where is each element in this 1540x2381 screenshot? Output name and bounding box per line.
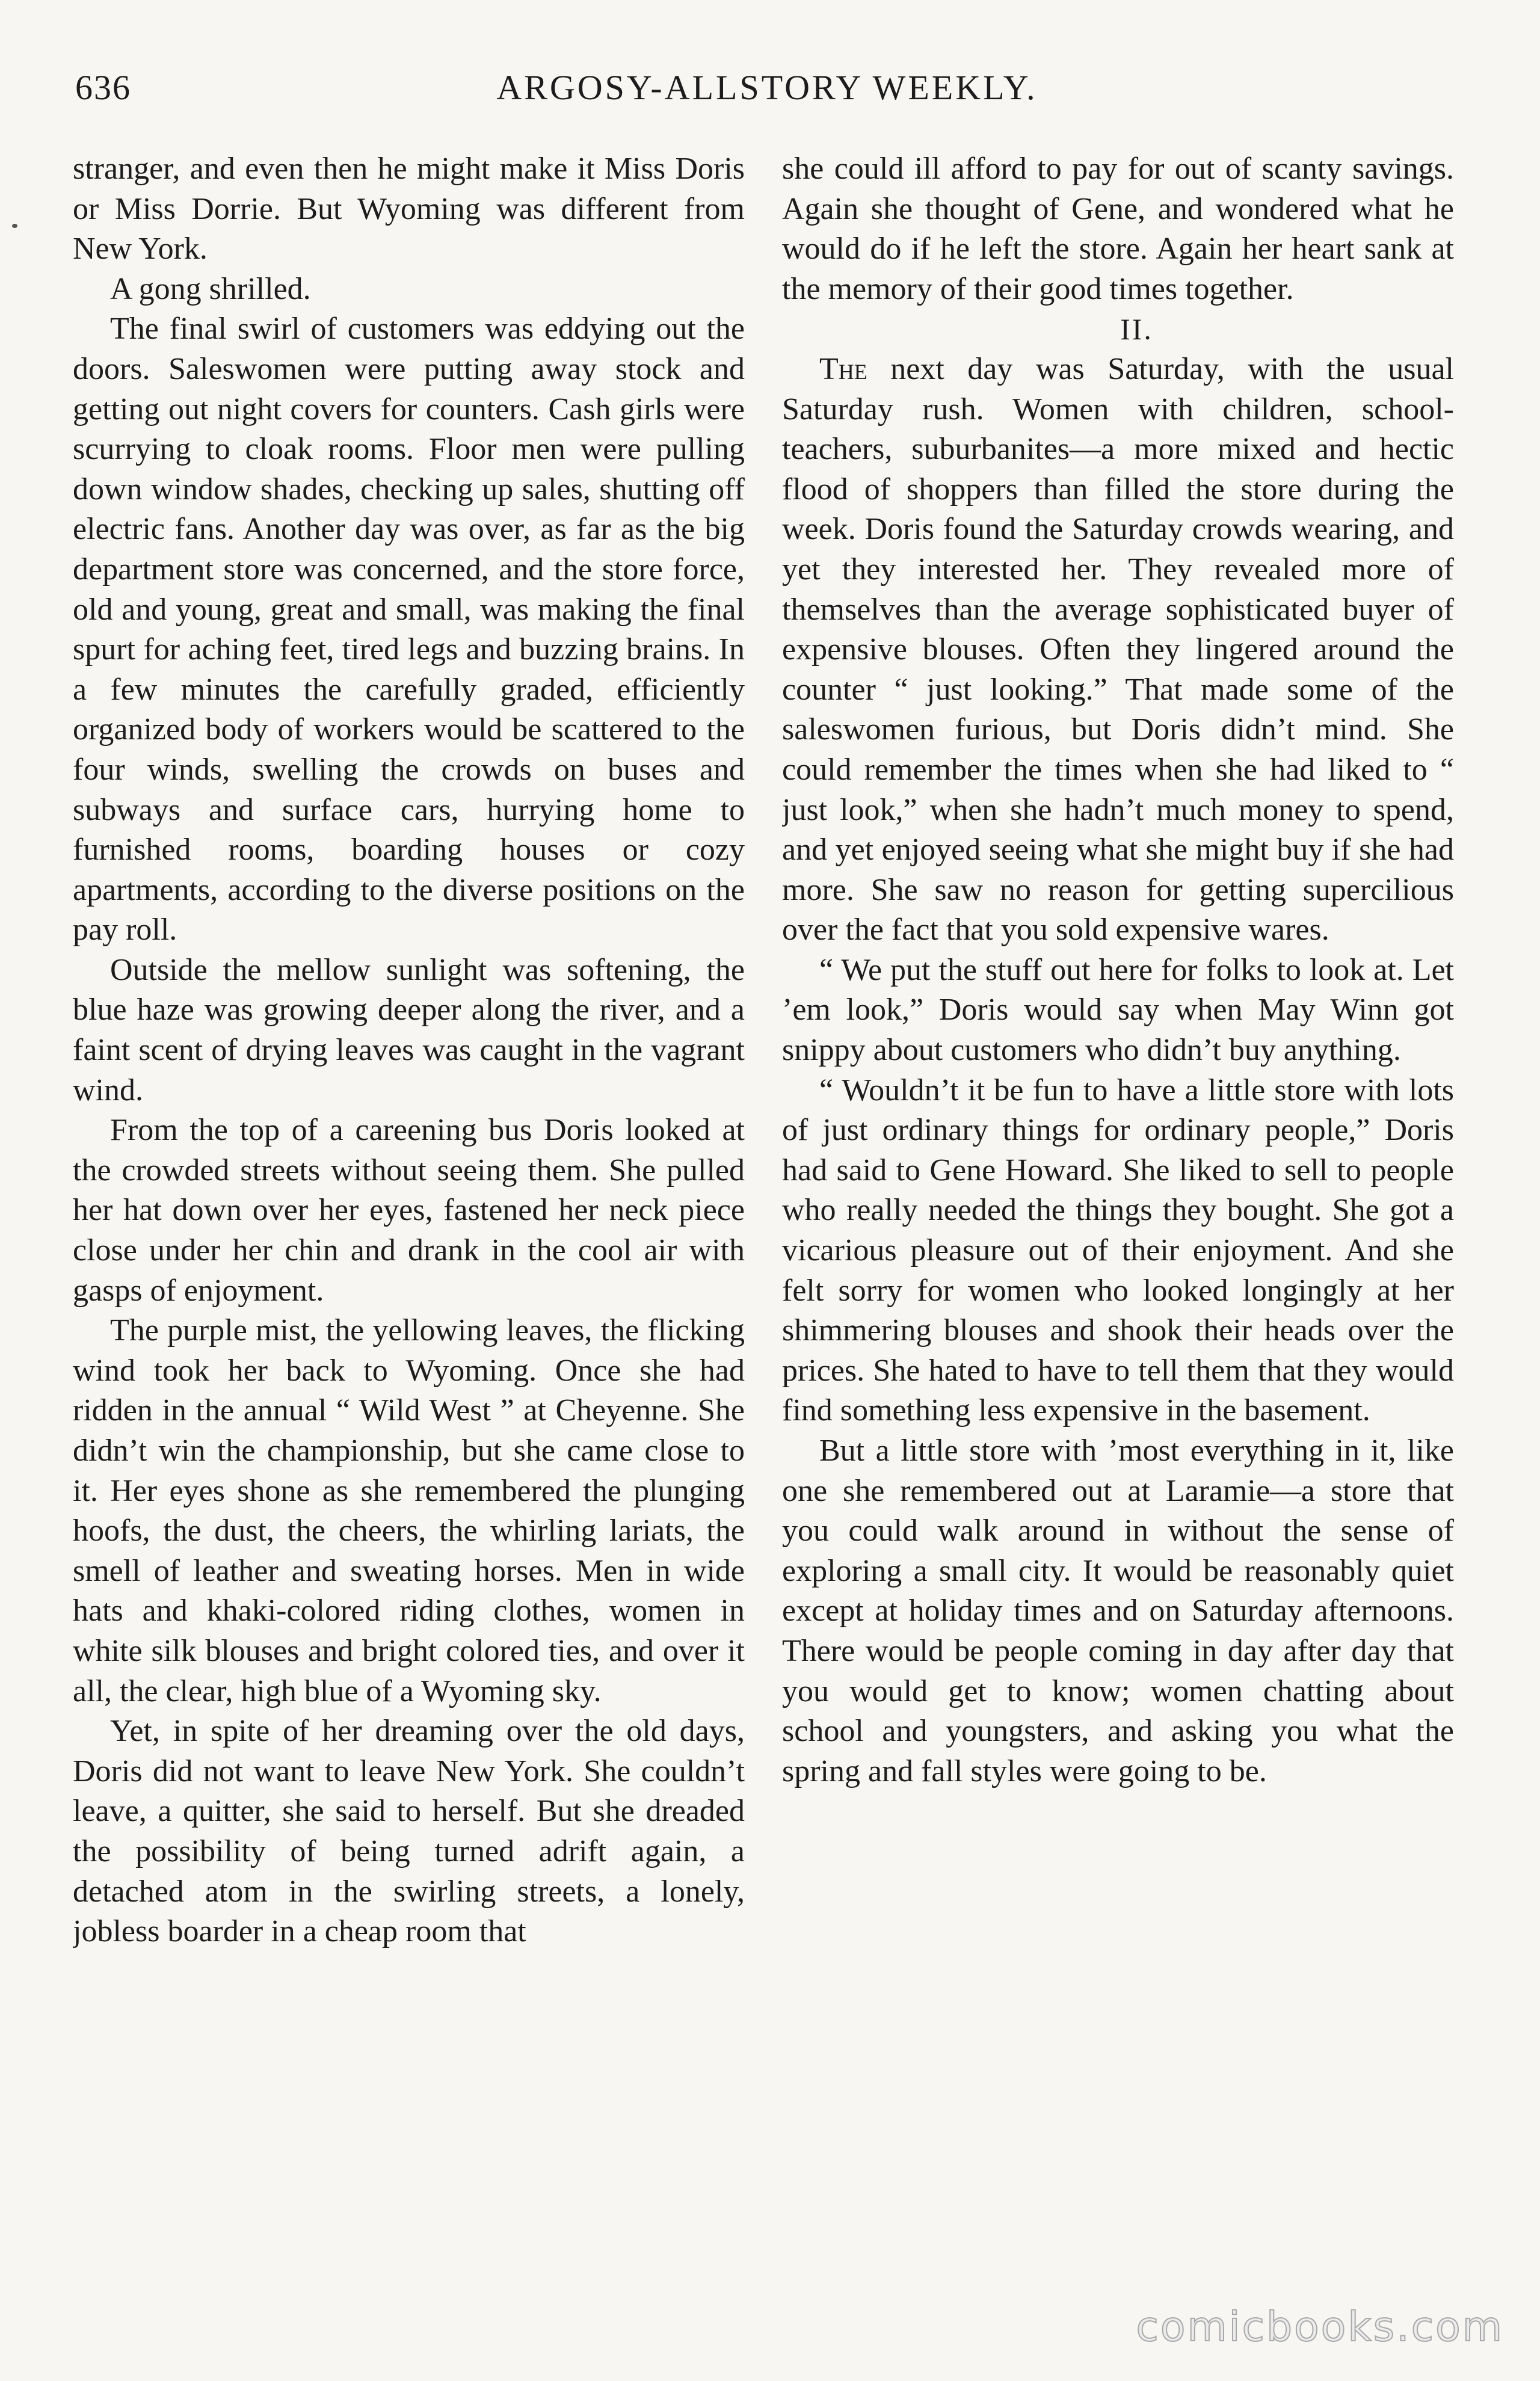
- running-title: ARGOSY-ALLSTORY WEEKLY.: [496, 68, 1038, 107]
- section-first-paragraph: [782, 350, 1454, 950]
- page-number: 636: [75, 68, 131, 107]
- section-heading: II.: [1120, 312, 1153, 347]
- page-header: [75, 67, 1459, 122]
- paragraph-continuation: she could ill afford to pay for out of scanty savings. Again she thought of Gene, and wondered what he would do if he left the store. Again her heart sank at the memory of their good times together.: [782, 152, 1454, 306]
- right-column: [782, 149, 1454, 2291]
- paragraph: The purple mist, the yellowing leaves, the flicking wind took her back to Wyoming. Once she had ridden in the annual “ Wild West ” at Cheyenne. She didn’t win the championship, but she came close to it. Her eyes shone as she remembered the plunging hoofs, the dust, the cheers, the whirling lariats, the smell of leather and sweating horses. Men in wide hats and khaki-colored riding clothes, women in white silk blouses and bright colored ties, and over it all, the clear, high blue of a Wyoming sky.: [73, 1313, 745, 1708]
- section-first-paragraph-text: next day was Saturday, with the usual Saturday rush. Women with children, school-teachers, suburbanites—a more mixed and hectic flood of shoppers than filled the store during the week. Doris found the Saturday crowds wearing, and yet they interested her. They revealed more of themselves than the average sophisticated buyer of expensive blouses. Often they lingered around the counter “ just looking.” That made some of the saleswomen furious, but Doris didn’t mind. She could remember the times when she had liked to “ just look,” when she hadn’t much money to spend, and yet enjoyed seeing what she might buy if she had more. She saw no reason for getting supercilious over the fact that you sold expensive wares.: [782, 351, 1454, 947]
- paragraph: The final swirl of customers was eddying out the doors. Saleswomen were putting away stock and getting out night covers for counters. Cash girls were scurrying to cloak rooms. Floor men were pulling down window shades, checking up sales, shutting off electric fans. Another day was over, as far as the big department store was concerned, and the store force, old and young, great and small, was making the final spurt for aching feet, tired legs and buzzing brains. In a few minutes the carefully graded, efficiently organized body of workers would be scattered to the four winds, swelling the crowds on buses and subways and surface cars, hurrying home to furnished rooms, boarding houses or cozy apartments, according to the diverse positions on the pay roll.: [73, 312, 745, 947]
- left-column: [73, 149, 745, 2291]
- print-speck: [12, 224, 17, 228]
- paragraph: Yet, in spite of her dreaming over the old days, Doris did not want to leave New York. She couldn’t leave, a quitter, she said to herself. But she dreaded the possibility of being turned adrift again, a detached atom in the swirling streets, a lonely, jobless boarder in a cheap room that: [73, 1714, 745, 1949]
- paragraph: “ We put the stuff out here for folks to look at. Let ’em look,” Doris would say when May Winn got snippy about customers who didn’t buy anything.: [782, 952, 1454, 1068]
- watermark: comicbooks.com: [1136, 2303, 1504, 2351]
- paragraph: Outside the mellow sunlight was softening, the blue haze was growing deeper along the river, and a faint scent of drying leaves was caught in the vagrant wind.: [73, 952, 745, 1107]
- paragraph: A gong shrilled.: [110, 271, 311, 306]
- section-lead-word: The: [819, 351, 867, 386]
- paragraph: stranger, and even then he might make it Miss Doris or Miss Dorrie. But Wyoming was different from New York.: [73, 152, 745, 266]
- paragraph: But a little store with ’most everything in it, like one she remembered out at Laramie—a store that you could walk around in without the sense of exploring a small city. It would be reasonably quiet except at holiday times and on Saturday afternoons. There would be people coming in day after day that you would get to know; women chatting about school and youngsters, and asking you what the spring and fall styles were going to be.: [782, 1434, 1454, 1788]
- paragraph: “ Wouldn’t it be fun to have a little store with lots of just ordinary things for ordinary people,” Doris had said to Gene Howard. She liked to sell to people who really needed the things they bought. She got a vicarious pleasure out of their enjoyment. And she felt sorry for women who looked longingly at her shimmering blouses and shook their heads over the prices. She hated to have to tell them that they would find something less expensive in the basement.: [782, 1073, 1454, 1428]
- paragraph: From the top of a careening bus Doris looked at the crowded streets without seeing them. She pulled her hat down over her eyes, fastened her neck piece close under her chin and drank in the cool air with gasps of enjoyment.: [73, 1113, 745, 1308]
